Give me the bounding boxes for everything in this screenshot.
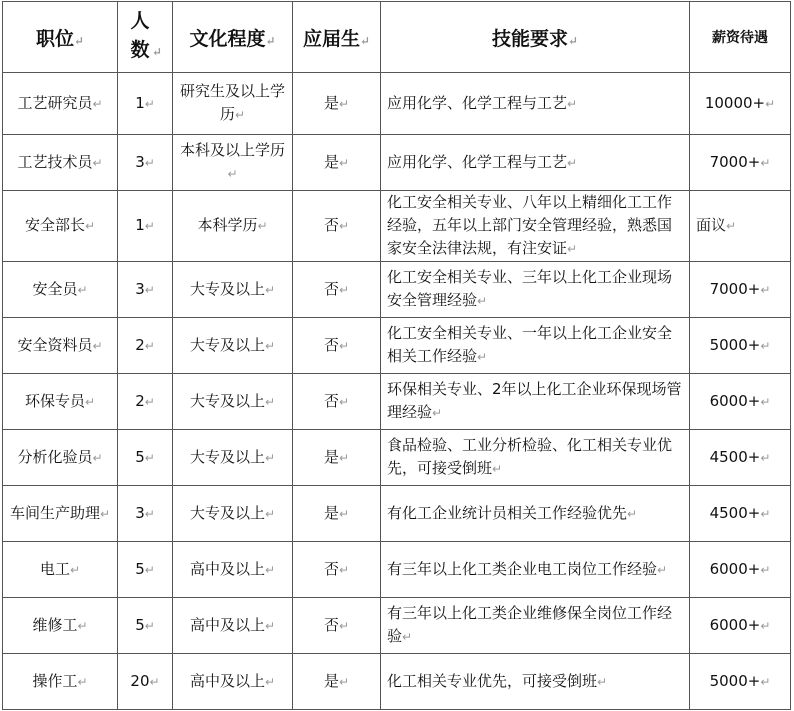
table-row <box>3 73 791 135</box>
headcount: 5↵ <box>118 430 173 486</box>
job-title: 安全员↵ <box>3 262 118 318</box>
headcount: 3↵ <box>118 262 173 318</box>
headcount: 5↵ <box>118 542 173 598</box>
recruitment-table <box>2 1 791 710</box>
salary: 7000+↵ <box>690 262 791 318</box>
education-requirement: 高中及以上↵ <box>173 542 293 598</box>
skill-requirement: 食品检验、工业分析检验、化工相关专业优先，可接受倒班↵ <box>381 430 690 486</box>
job-title: 操作工↵ <box>3 654 118 710</box>
skill-requirement: 环保相关专业、2年以上化工企业环保现场管理经验↵ <box>381 374 690 430</box>
table-row <box>3 486 791 542</box>
salary: 5000+↵ <box>690 318 791 374</box>
salary: 6000+↵ <box>690 598 791 654</box>
education-requirement: 大专及以上↵ <box>173 430 293 486</box>
table-row <box>3 654 791 710</box>
fresh-grad-flag: 是↵ <box>293 73 381 135</box>
salary: 6000+↵ <box>690 374 791 430</box>
headcount: 3↵ <box>118 486 173 542</box>
table-row <box>3 598 791 654</box>
skill-requirement: 有化工企业统计员相关工作经验优先↵ <box>381 486 690 542</box>
table-row <box>3 318 791 374</box>
salary: 6000+↵ <box>690 542 791 598</box>
skill-requirement: 化工安全相关专业、八年以上精细化工工作经验，五年以上部门安全管理经验，熟悉国家安全法律法规，有注安证↵ <box>381 191 690 262</box>
fresh-grad-flag: 否↵ <box>293 542 381 598</box>
fresh-grad-flag: 是↵ <box>293 430 381 486</box>
headcount: 2↵ <box>118 374 173 430</box>
headcount: 5↵ <box>118 598 173 654</box>
header-education: 文化程度↵ <box>173 2 293 73</box>
job-title: 维修工↵ <box>3 598 118 654</box>
table-row <box>3 262 791 318</box>
header-fresh-grad: 应届生↵ <box>293 2 381 73</box>
salary: 7000+↵ <box>690 135 791 191</box>
table-row <box>3 135 791 191</box>
fresh-grad-flag: 否↵ <box>293 374 381 430</box>
education-requirement: 大专及以上↵ <box>173 374 293 430</box>
table-row <box>3 191 791 262</box>
skill-requirement: 应用化学、化学工程与工艺↵ <box>381 73 690 135</box>
skill-requirement: 有三年以上化工类企业电工岗位工作经验↵ <box>381 542 690 598</box>
job-title: 分析化验员↵ <box>3 430 118 486</box>
job-title: 车间生产助理↵ <box>3 486 118 542</box>
fresh-grad-flag: 否↵ <box>293 191 381 262</box>
education-requirement: 本科学历↵ <box>173 191 293 262</box>
header-salary: 薪资待遇 <box>690 2 791 73</box>
job-title: 工艺研究员↵ <box>3 73 118 135</box>
job-title: 环保专员↵ <box>3 374 118 430</box>
education-requirement: 研究生及以上学历↵ <box>173 73 293 135</box>
headcount: 2↵ <box>118 318 173 374</box>
fresh-grad-flag: 否↵ <box>293 262 381 318</box>
salary: 4500+↵ <box>690 486 791 542</box>
salary: 4500+↵ <box>690 430 791 486</box>
table-row <box>3 430 791 486</box>
job-title: 安全部长↵ <box>3 191 118 262</box>
headcount: 20↵ <box>118 654 173 710</box>
skill-requirement: 有三年以上化工类企业维修保全岗位工作经验↵ <box>381 598 690 654</box>
headcount: 3↵ <box>118 135 173 191</box>
salary: 面议↵ <box>690 191 791 262</box>
education-requirement: 大专及以上↵ <box>173 318 293 374</box>
fresh-grad-flag: 是↵ <box>293 486 381 542</box>
fresh-grad-flag: 是↵ <box>293 654 381 710</box>
header-title: 职位↵ <box>3 2 118 73</box>
fresh-grad-flag: 否↵ <box>293 318 381 374</box>
education-requirement: 大专及以上↵ <box>173 262 293 318</box>
job-title: 工艺技术员↵ <box>3 135 118 191</box>
skill-requirement: 化工安全相关专业、三年以上化工企业现场安全管理经验↵ <box>381 262 690 318</box>
job-title: 安全资料员↵ <box>3 318 118 374</box>
headcount: 1↵ <box>118 191 173 262</box>
education-requirement: 本科及以上学历↵ <box>173 135 293 191</box>
education-requirement: 高中及以上↵ <box>173 598 293 654</box>
header-row <box>3 2 791 73</box>
fresh-grad-flag: 是↵ <box>293 135 381 191</box>
education-requirement: 大专及以上↵ <box>173 486 293 542</box>
fresh-grad-flag: 否↵ <box>293 598 381 654</box>
job-title: 电工↵ <box>3 542 118 598</box>
skill-requirement: 应用化学、化学工程与工艺↵ <box>381 135 690 191</box>
table-row <box>3 374 791 430</box>
header-count: 人数 ↵ <box>118 2 173 73</box>
header-skills: 技能要求↵ <box>381 2 690 73</box>
skill-requirement: 化工相关专业优先，可接受倒班↵ <box>381 654 690 710</box>
skill-requirement: 化工安全相关专业、一年以上化工企业安全相关工作经验↵ <box>381 318 690 374</box>
table-row <box>3 542 791 598</box>
salary: 5000+↵ <box>690 654 791 710</box>
headcount: 1↵ <box>118 73 173 135</box>
education-requirement: 高中及以上↵ <box>173 654 293 710</box>
salary: 10000+↵ <box>690 73 791 135</box>
